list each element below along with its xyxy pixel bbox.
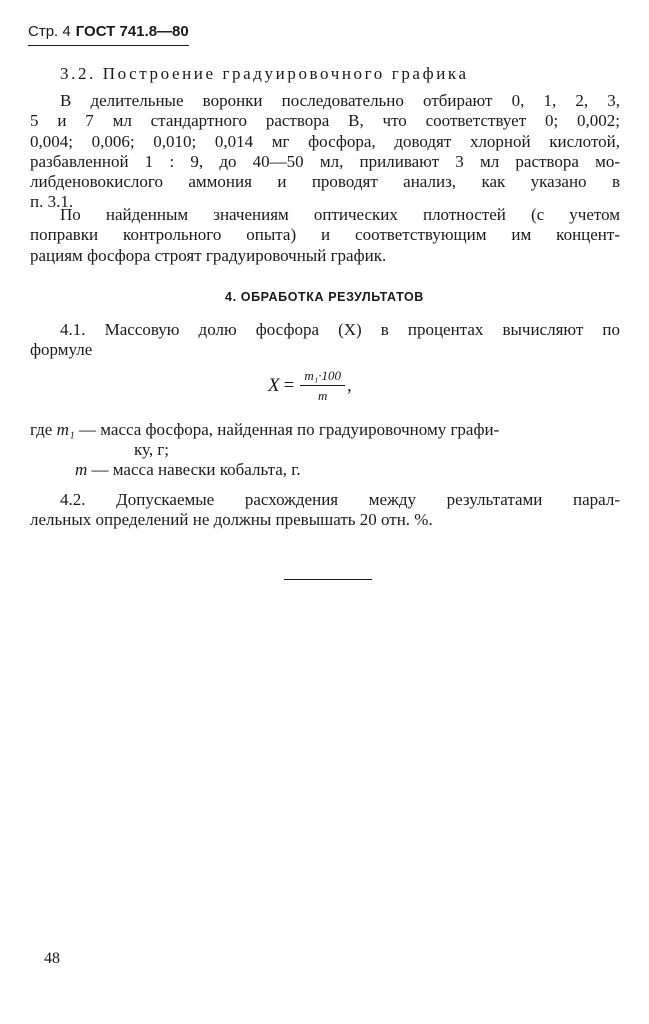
symbol-m: m bbox=[75, 460, 88, 479]
definition-m1-continued bbox=[134, 440, 169, 460]
definition-m1-text-2: ку, г; bbox=[134, 440, 170, 459]
text-line: 4.1. Массовую долю фосфора (X) в процентах вычисляют по bbox=[60, 320, 620, 339]
definition-m1-text: — масса фосфора, найденная по градуировочному графи- bbox=[79, 420, 500, 439]
formula-numerator: m₁·100 bbox=[300, 368, 345, 386]
text-line: п. 3.1. bbox=[30, 192, 74, 212]
formula-denominator: m bbox=[317, 388, 328, 403]
text-line: По найденным значениям оптических плотностей (с учетом bbox=[60, 205, 620, 224]
symbol-m1: m₁ bbox=[56, 420, 75, 439]
paragraph-4-1 bbox=[30, 320, 620, 361]
section-3-2-paragraph-2 bbox=[30, 205, 620, 266]
section-3-2-paragraph-1 bbox=[30, 91, 620, 213]
end-rule bbox=[284, 579, 372, 580]
section-3-2 bbox=[30, 64, 620, 84]
text-line: рациям фосфора строят градуировочный график. bbox=[30, 245, 387, 265]
text-line: лельных определений не должны превышать 20 отн. %. bbox=[30, 510, 433, 530]
text-line: формуле bbox=[30, 340, 93, 360]
where-intro: где bbox=[30, 420, 53, 439]
definition-m-text: — масса навески кобальта, г. bbox=[91, 460, 301, 479]
paragraph-4-2 bbox=[30, 490, 620, 531]
text-line: разбавленной 1 : 9, до 40—50 мл, приливают 3 мл раствора мо- bbox=[30, 151, 620, 171]
page-number: 48 bbox=[44, 950, 60, 967]
formula-fraction bbox=[300, 368, 345, 404]
text-line: В делительные воронки последовательно отбирают 0, 1, 2, 3, bbox=[60, 91, 620, 110]
formula-lhs: X bbox=[268, 375, 280, 396]
text-line: 0,004; 0,006; 0,010; 0,014 мг фосфора, доводят хлорной кислотой, bbox=[30, 131, 620, 151]
definition-m1 bbox=[30, 420, 499, 440]
text-line: 4.2. Допускаемые расхождения между результатами парал- bbox=[60, 490, 620, 509]
gost-number: ГОСТ 741.8—80 bbox=[75, 23, 189, 40]
definition-m bbox=[75, 460, 301, 480]
text-line: либденовокислого аммония и проводят анализ, как указано в bbox=[30, 172, 620, 192]
formula-equals: = bbox=[283, 375, 295, 396]
formula bbox=[268, 368, 352, 404]
section-3-2-title: 3.2. Построение градуировочного графика bbox=[60, 64, 469, 83]
section-4-title: 4. ОБРАБОТКА РЕЗУЛЬТАТОВ bbox=[225, 290, 424, 304]
page-label: Стр. 4 bbox=[28, 23, 71, 40]
text-line: 5 и 7 мл стандартного раствора В, что соответствует 0; 0,002; bbox=[30, 111, 620, 131]
page-header bbox=[28, 22, 189, 46]
text-line: поправки контрольного опыта) и соответствующим им концент- bbox=[30, 225, 620, 245]
formula-comma: , bbox=[347, 375, 352, 396]
